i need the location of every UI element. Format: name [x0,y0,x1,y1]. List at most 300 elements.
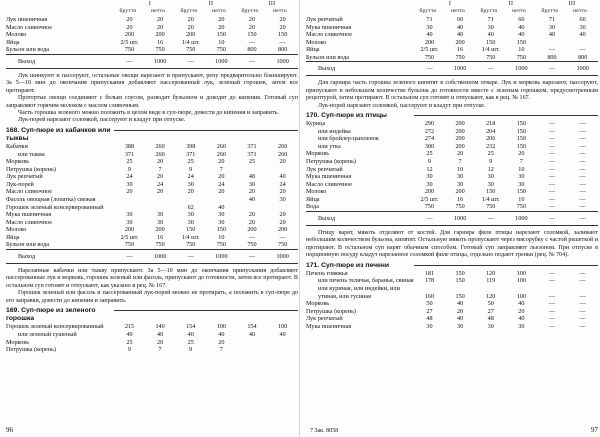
quantity-cell: 48 [487,315,494,323]
ingredient-name: Молоко [306,38,327,46]
table-row [6,24,298,32]
quantity-cell: 48 [426,315,433,323]
ingredient-name: Масло сливочное [306,31,353,39]
quantity-cell: 20 [218,23,225,31]
quantity-cell: 20 [518,150,525,158]
quantity-cell: 150 [216,226,226,234]
gutter [299,0,300,437]
paragraph: Лук шинкуют и пассеруют, остальные овощи нарезают и припускают, репу предварительно бланшируют. За 5—10 мин до окончания припускания добавляют пассерованный лук, зеленый горошек, затем все протирают. [6,72,298,94]
ingredient-name: Масло сливочное [6,188,53,196]
quantity-cell: 20 [157,16,164,23]
quantity-cell: 750 [124,46,135,54]
quantity-cell: 800 [247,46,257,54]
quantity-cell: 150 [516,120,526,128]
quantity-cell: — [548,203,556,211]
quantity-cell [267,346,298,354]
quantity-cell: 40 [126,330,133,338]
page-number: 97 [591,426,598,435]
quantity-cell: 200 [455,142,465,150]
quantity-cell: 1000 [445,211,476,225]
quantity-cell: 200 [455,120,465,128]
quantity-cell: 150 [455,292,465,300]
quantity-cell: 232 [486,142,496,150]
quantity-cell: — [579,203,586,211]
table-row [306,285,598,300]
quantity-cell: 140 [155,323,165,331]
table-row [306,16,598,24]
quantity-cell: — [414,211,445,225]
quantity-cell: — [548,142,556,150]
quantity-cell: — [248,38,256,46]
table-row [306,315,598,323]
ingredient-name: Бульон или вода [306,53,350,61]
quantity-cell [145,196,176,204]
quantity-cell: 40 [248,330,256,338]
table-row [306,323,598,331]
quantity-cell: 9 [127,165,132,173]
quantity-cell: 30 [518,322,525,330]
quantity-cell: 120 [486,292,496,300]
quantity-cell: 750 [278,241,288,249]
quantity-cell: 800 [547,53,557,61]
quantity-cell: 40 [457,31,464,39]
ingredient-name: Петрушка (корень) [306,307,356,315]
quantity-cell: 71 [426,16,433,23]
quantity-cell: — [548,322,556,330]
col-sub: нетто [573,8,587,14]
quantity-cell: 150 [186,226,196,234]
quantity-cell: 30 [487,322,494,330]
quantity-cell: 20 [218,158,225,166]
quantity-cell: 371 [247,150,257,158]
quantity-cell: 1000 [506,211,537,225]
quantity-cell: 150 [486,38,496,46]
ingredients-table-170 [306,120,598,226]
quantity-cell: 20 [457,307,464,315]
quantity-cell: 371 [247,143,257,151]
quantity-cell: — [548,180,556,188]
quantity-cell: — [548,135,556,143]
quantity-cell: 215 [124,323,135,331]
quantity-cell: — [237,54,268,68]
quantity-cell: — [175,249,206,263]
quantity-cell: 40 [218,203,225,211]
table-row [306,270,598,278]
quantity-cell: 30 [487,23,494,31]
quantity-cell: 20 [187,23,194,31]
col-sub: брутто [119,8,137,14]
quantity-cell: 260 [216,143,226,151]
paragraph: Нарезанные кабачки или тыкву припускают. За 5—10 мин до окончания припускания добавляют пассерованные лук и морковь, горошек зеленый или фасоль, припускают до готовности, затем все протирают. В остальном суп готовят и отпускают, как указано в рец. № 167. [6,267,298,289]
table-row [306,308,598,316]
quantity-cell: 398 [186,143,196,151]
table-row [6,211,298,219]
ingredients-table-169 [6,323,298,353]
quantity-cell: 260 [155,150,165,158]
quantity-cell: 750 [155,46,165,54]
quantity-cell: 1/4 шт. [481,46,500,54]
quantity-cell [237,204,268,212]
quantity-cell: 120 [486,269,496,277]
col-roman-2: II [508,1,514,7]
quantity-cell: 20 [518,307,525,315]
quantity-cell: 25 [187,158,194,166]
quantity-cell: 204 [486,127,496,135]
table-row [306,120,598,128]
quantity-cell: 178 [424,277,435,285]
quantity-cell: 388 [124,143,135,151]
column-header [306,0,598,16]
quantity-cell: 750 [216,241,226,249]
ingredient-name: Печень говяжья [306,269,348,277]
quantity-cell: 260 [155,143,165,151]
paragraph: Лук-порей нарезают соломкой, пассеруют и кладут при отпуске. [18,117,186,124]
ingredient-name: Молоко [306,188,327,196]
quantity-cell [267,166,298,174]
quantity-cell: 9 [189,165,193,173]
quantity-cell: 20 [187,16,194,23]
recipe-title-171: 171. Суп-пюре из печени [306,262,598,270]
table-row [306,158,598,166]
quantity-cell: 181 [424,269,435,277]
ingredient-name: Яйца [6,233,20,241]
quantity-cell: — [579,142,586,150]
quantity-cell: — [579,188,586,196]
quantity-cell: 750 [455,53,465,61]
quantity-cell: 20 [218,16,225,23]
quantity-cell: 30 [187,180,194,188]
ingredient-name: Бульон или вода [6,46,50,54]
quantity-cell: 290 [424,120,435,128]
quantity-cell: 71 [487,16,494,23]
quantity-cell: 2/5 шт. [420,46,439,54]
table-row [6,143,298,151]
quantity-cell: 20 [248,16,256,23]
quantity-cell: 800 [578,53,588,61]
recipe-title-169: 169. Суп-пюре из зеленого горошка [6,307,298,323]
quantity-cell [237,346,268,354]
quantity-cell: — [548,277,556,285]
quantity-cell: 272 [424,127,435,135]
quantity-cell: — [579,165,586,173]
quantity-cell: 154 [186,323,196,331]
quantity-cell: — [537,62,568,76]
quantity-cell: 150 [216,31,226,39]
table-row [306,143,598,151]
quantity-cell: 20 [248,211,256,219]
ingredient-name: или зеленый сушеный [18,330,77,338]
quantity-cell: 40 [518,300,525,308]
quantity-cell: 40 [157,330,164,338]
quantity-cell: 40 [457,315,464,323]
quantity-cell: 30 [426,23,433,31]
quantity-cell: 40 [426,31,433,39]
table-row [306,203,598,211]
col-roman-3: III [568,1,576,7]
ingredient-name: Курица [306,120,326,128]
quantity-cell: 7 [158,165,162,173]
quantity-cell: 25 [248,158,256,166]
quantity-cell: — [279,233,286,241]
quantity-cell: — [579,300,586,308]
quantity-cell: 20 [218,338,225,346]
col-sub: нетто [512,8,526,14]
table-row [306,150,598,158]
ingredient-name: Лук репчатый [306,16,343,23]
quantity-cell: — [579,195,586,203]
quantity-cell: 750 [486,203,496,211]
quantity-cell: 40 [218,330,225,338]
quantity-cell: 1000 [567,62,598,76]
ingredient-name: или печень телячья, баранья, свиная [318,277,414,285]
quantity-cell: 371 [186,150,196,158]
ingredients-table-168 [6,143,298,264]
right-page [306,0,598,437]
quantity-cell: 100 [516,269,526,277]
ingredient-name: Морковь [306,300,330,308]
table-row [6,166,298,174]
quantity-cell: 750 [186,241,196,249]
table-row [6,39,298,47]
quantity-cell: 50 [487,300,494,308]
table-row [306,24,598,32]
col-sub: брутто [480,8,498,14]
ingredient-name: Петрушка (корень) [306,158,356,166]
ingredient-name: Масло сливочное [6,23,53,31]
quantity-cell: 200 [124,226,135,234]
quantity-cell: 750 [216,46,226,54]
quantity-cell: 150 [516,142,526,150]
quantity-cell: 100 [216,323,226,331]
quantity-cell: 30 [426,322,433,330]
quantity-cell: 371 [124,150,135,158]
table-row [6,339,298,347]
quantity-cell: 200 [186,31,196,39]
quantity-cell: 40 [248,196,256,204]
quantity-cell: — [237,249,268,263]
quantity-cell: 40 [457,300,464,308]
quantity-cell: 750 [424,53,435,61]
ingredient-name: Лук репчатый [306,165,343,173]
quantity-cell: — [548,195,556,203]
quantity-cell: 20 [126,23,133,31]
quantity-cell: 1000 [206,54,237,68]
quantity-cell: 25 [126,338,133,346]
quantity-cell: 30 [218,211,225,219]
quantity-cell: 40 [457,23,464,31]
quantity-cell: 10 [518,195,525,203]
quantity-cell: 30 [157,218,164,226]
col-roman-2: II [208,1,214,7]
table-row [6,226,298,234]
quantity-cell: — [548,300,556,308]
quantity-cell: 800 [278,46,288,54]
yield-row [6,249,298,263]
quantity-cell: 2/5 шт. [120,233,139,241]
quantity-cell: 20 [279,23,286,31]
quantity-cell: 60 [457,16,464,23]
paragraph: Часть горошка зеленого можно положить в целом виде в суп-пюре, довести до кипения и заправить. [18,109,279,116]
table-row [6,151,298,159]
ingredient-name: Горошек зеленый консервированный [6,323,104,331]
quantity-cell: — [579,158,586,166]
quantity-cell: 16 [157,38,164,46]
table-row [306,128,598,136]
page-number: 96 [6,426,13,435]
quantity-cell: 20 [279,218,286,226]
quantity-cell: — [548,165,556,173]
quantity-cell: 750 [486,53,496,61]
quantity-cell: 1000 [145,249,176,263]
quantity-cell: 20 [157,158,164,166]
ingredient-name: или бройлер-цыпленок [318,135,379,143]
quantity-cell: 71 [548,16,556,23]
table-row [306,181,598,189]
quantity-cell: 9 [189,346,193,354]
quantity-cell: — [537,211,568,225]
ingredient-name: Лук репчатый [6,173,43,181]
quantity-cell: 10 [218,233,225,241]
quantity-cell: 100 [278,323,288,331]
ingredient-name: Выход [6,249,114,263]
quantity-cell: 25 [426,150,433,158]
quantity-cell: — [548,150,556,158]
quantity-cell: — [579,277,586,285]
quantity-cell: 1000 [267,249,298,263]
quantity-cell: 150 [516,135,526,143]
table-row [306,46,598,54]
quantity-cell: 200 [424,38,435,46]
ingredient-name: Горошек зеленый консервированный [6,203,104,211]
quantity-cell: 30 [279,196,286,204]
quantity-cell: 200 [155,31,165,39]
table-row [306,300,598,308]
quantity-cell: 260 [278,150,288,158]
quantity-cell [145,204,176,212]
recipe-title-170: 170. Суп-пюре из птицы [306,112,598,120]
ingredients-table-171 [306,270,598,331]
quantity-cell: — [475,62,506,76]
quantity-cell: — [114,54,145,68]
quantity-cell: 20 [279,211,286,219]
paragraph: Для гарнира часть горошка зеленого кипятят в собственном отваре. Лук и морковь нарезают, пассеруют, припускают в небольшом количестве бульона до готовности вместе с зеленым горошком, предусмотренным рецептурой, затем протирают. В остальном суп готовят и отпускают, как в рец. № 167. [306,80,598,102]
quantity-cell: 1000 [445,62,476,76]
table-row [306,39,598,47]
table-row [306,188,598,196]
quantity-cell: 40 [518,23,525,31]
table-row [6,219,298,227]
ingredient-name: Кабачки [6,143,28,151]
recipe-title-168: 168. Суп-пюре из кабачков или тыквы [6,127,298,143]
quantity-cell: 206 [486,135,496,143]
quantity-cell: 750 [186,46,196,54]
paragraph: Лук-порей нарезают соломкой, пассеруют и кладут при отпуске. [318,102,486,109]
ingredients-table-top [6,16,298,69]
yield-row [306,62,598,76]
ingredient-name: Яйца [306,195,320,203]
yield-row [6,54,298,68]
quantity-cell: — [548,315,556,323]
quantity-cell: — [279,38,286,46]
table-row [306,166,598,174]
col-sub: нетто [451,8,465,14]
table-row [6,196,298,204]
quantity-cell: 16 [457,195,464,203]
quantity-cell: 750 [155,241,165,249]
quantity-cell: 9 [127,346,132,354]
quantity-cell: 200 [455,127,465,135]
quantity-cell: 150 [278,31,288,39]
quantity-cell: 12 [426,165,433,173]
quantity-cell: 750 [424,203,435,211]
quantity-cell: 25 [187,338,194,346]
quantity-cell [237,339,268,347]
quantity-cell: 20 [218,173,225,181]
ingredients-table-top [306,16,598,76]
quantity-cell: 20 [126,16,133,23]
quantity-cell: 40 [487,31,494,39]
table-row [6,181,298,189]
quantity-cell: 30 [187,218,194,226]
quantity-cell: 27 [426,307,433,315]
quantity-cell: — [548,269,556,277]
table-row [6,234,298,242]
quantity-cell: 27 [487,307,494,315]
quantity-cell: 20 [157,188,164,196]
table-row [6,46,298,54]
quantity-cell: 62 [187,203,194,211]
col-roman-1: I [148,1,152,7]
ingredient-name: Молоко [6,31,27,39]
quantity-cell: 200 [455,38,465,46]
col-sub: нетто [151,8,165,14]
quantity-cell: 150 [247,31,257,39]
quantity-cell: — [548,120,556,128]
ingredient-name: или индейка [318,127,351,135]
quantity-cell: 154 [247,323,257,331]
ingredient-name: Выход [6,54,114,68]
quantity-cell: — [548,127,556,135]
quantity-cell: 100 [516,277,526,285]
ingredient-name: Лук репчатый [306,315,343,323]
quantity-cell: 60 [579,16,586,23]
quantity-cell: 40 [187,330,194,338]
quantity-cell: 200 [424,188,435,196]
quantity-cell: 7 [458,158,462,166]
table-row [306,135,598,143]
quantity-cell: 30 [426,180,433,188]
col-roman-3: III [268,1,276,7]
quantity-cell [114,196,145,204]
quantity-cell: 150 [455,277,465,285]
ingredient-name: Мука пшеничная [6,211,52,219]
quantity-cell: — [579,292,586,300]
quantity-cell: 25 [487,150,494,158]
quantity-cell: 30 [126,218,133,226]
quantity-cell: 200 [455,135,465,143]
ingredient-name: или тыква [18,150,45,158]
quantity-cell: 150 [516,188,526,196]
quantity-cell: 16 [157,233,164,241]
quantity-cell: 150 [455,269,465,277]
quantity-cell: — [175,54,206,68]
quantity-cell [267,204,298,212]
quantity-cell [206,196,237,204]
quantity-cell: 40 [548,31,556,39]
quantity-cell: 260 [278,143,288,151]
table-row [6,158,298,166]
quantity-cell: 30 [126,211,133,219]
